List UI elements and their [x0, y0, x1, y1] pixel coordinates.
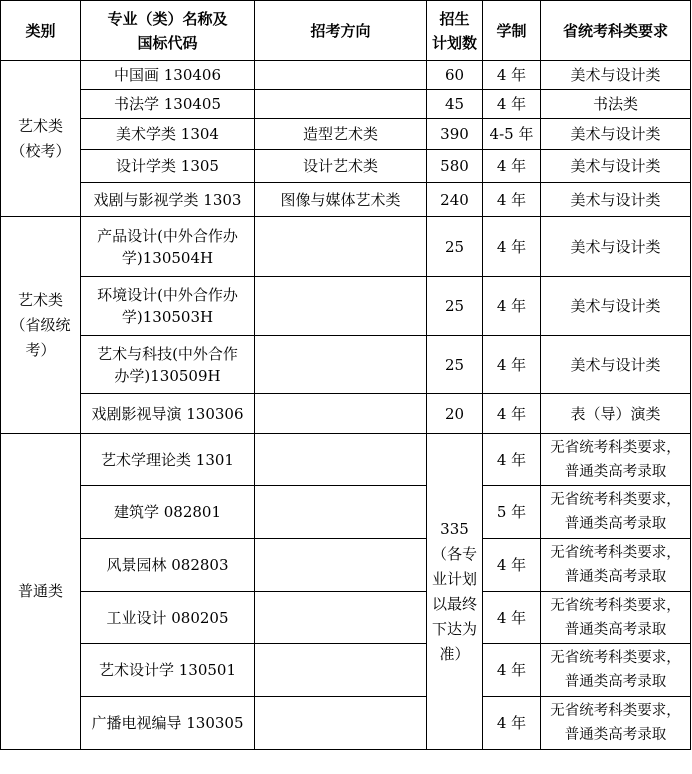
- table-row: [1, 644, 691, 697]
- table-row: [1, 394, 691, 434]
- plan-cell: 25: [427, 217, 483, 277]
- requirement-cell: 美术与设计类: [541, 277, 691, 336]
- header-category: 类别: [1, 1, 81, 61]
- requirement-cell: 书法类: [541, 90, 691, 119]
- requirement-cell: 无省统考科类要求， 普通类高考录取: [541, 697, 691, 750]
- duration-cell: 4 年: [483, 394, 541, 434]
- duration-cell: 4 年: [483, 592, 541, 644]
- plan-cell: 390: [427, 119, 483, 150]
- major-cell: 书法学 130405: [81, 90, 255, 119]
- direction-cell: [255, 539, 427, 592]
- header-duration: 学制: [483, 1, 541, 61]
- requirement-cell: 美术与设计类: [541, 217, 691, 277]
- header-row: [1, 1, 691, 61]
- duration-cell: 4 年: [483, 277, 541, 336]
- direction-cell: [255, 90, 427, 119]
- direction-cell: [255, 592, 427, 644]
- direction-cell: [255, 434, 427, 486]
- table-row: [1, 277, 691, 336]
- table-row: [1, 486, 691, 539]
- header-requirement: 省统考科类要求: [541, 1, 691, 61]
- duration-cell: 4 年: [483, 644, 541, 697]
- major-cell: 美术学类 1304: [81, 119, 255, 150]
- major-cell: 产品设计(中外合作办 学)130504H: [81, 217, 255, 277]
- table-row: [1, 697, 691, 750]
- category-cell: 艺术类 （省级统 考）: [1, 217, 81, 434]
- major-cell: 工业设计 080205: [81, 592, 255, 644]
- direction-cell: [255, 61, 427, 90]
- duration-cell: 4 年: [483, 697, 541, 750]
- requirement-cell: 无省统考科类要求， 普通类高考录取: [541, 644, 691, 697]
- table-row: [1, 90, 691, 119]
- direction-cell: [255, 277, 427, 336]
- category-cell: 艺术类 （校考）: [1, 61, 81, 217]
- header-direction: 招考方向: [255, 1, 427, 61]
- requirement-cell: 美术与设计类: [541, 336, 691, 394]
- table-row: [1, 183, 691, 217]
- table-row: [1, 150, 691, 183]
- duration-cell: 4 年: [483, 434, 541, 486]
- direction-cell: 设计艺术类: [255, 150, 427, 183]
- shared-plan-cell: 335 （各专 业计划 以最终 下达为 准）: [427, 434, 483, 750]
- requirement-cell: 美术与设计类: [541, 119, 691, 150]
- major-cell: 艺术学理论类 1301: [81, 434, 255, 486]
- major-cell: 广播电视编导 130305: [81, 697, 255, 750]
- major-cell: 环境设计(中外合作办 学)130503H: [81, 277, 255, 336]
- duration-cell: 4 年: [483, 217, 541, 277]
- major-cell: 戏剧影视导演 130306: [81, 394, 255, 434]
- duration-cell: 4 年: [483, 61, 541, 90]
- header-plan: 招生 计划数: [427, 1, 483, 61]
- table-row: [1, 61, 691, 90]
- direction-cell: [255, 217, 427, 277]
- direction-cell: [255, 336, 427, 394]
- plan-cell: 240: [427, 183, 483, 217]
- requirement-cell: 无省统考科类要求， 普通类高考录取: [541, 539, 691, 592]
- plan-cell: 580: [427, 150, 483, 183]
- duration-cell: 4 年: [483, 150, 541, 183]
- major-cell: 风景园林 082803: [81, 539, 255, 592]
- plan-cell: 45: [427, 90, 483, 119]
- table-row: [1, 119, 691, 150]
- plan-cell: 20: [427, 394, 483, 434]
- table-row: [1, 434, 691, 486]
- plan-cell: 60: [427, 61, 483, 90]
- plan-cell: 25: [427, 336, 483, 394]
- category-cell: 普通类: [1, 434, 81, 750]
- header-major: 专业（类）名称及 国标代码: [81, 1, 255, 61]
- direction-cell: 图像与媒体艺术类: [255, 183, 427, 217]
- requirement-cell: 美术与设计类: [541, 61, 691, 90]
- table-row: [1, 336, 691, 394]
- major-cell: 设计学类 1305: [81, 150, 255, 183]
- direction-cell: 造型艺术类: [255, 119, 427, 150]
- direction-cell: [255, 486, 427, 539]
- requirement-cell: 美术与设计类: [541, 183, 691, 217]
- direction-cell: [255, 644, 427, 697]
- requirement-cell: 无省统考科类要求， 普通类高考录取: [541, 486, 691, 539]
- major-cell: 艺术与科技(中外合作 办学)130509H: [81, 336, 255, 394]
- requirement-cell: 表（导）演类: [541, 394, 691, 434]
- duration-cell: 4-5 年: [483, 119, 541, 150]
- major-cell: 艺术设计学 130501: [81, 644, 255, 697]
- plan-cell: 25: [427, 277, 483, 336]
- duration-cell: 4 年: [483, 90, 541, 119]
- requirement-cell: 美术与设计类: [541, 150, 691, 183]
- table-row: [1, 592, 691, 644]
- table-row: [1, 217, 691, 277]
- direction-cell: [255, 394, 427, 434]
- duration-cell: 4 年: [483, 336, 541, 394]
- duration-cell: 4 年: [483, 183, 541, 217]
- requirement-cell: 无省统考科类要求， 普通类高考录取: [541, 592, 691, 644]
- major-cell: 建筑学 082801: [81, 486, 255, 539]
- major-cell: 中国画 130406: [81, 61, 255, 90]
- duration-cell: 5 年: [483, 486, 541, 539]
- requirement-cell: 无省统考科类要求， 普通类高考录取: [541, 434, 691, 486]
- direction-cell: [255, 697, 427, 750]
- table-row: [1, 539, 691, 592]
- major-cell: 戏剧与影视学类 1303: [81, 183, 255, 217]
- duration-cell: 4 年: [483, 539, 541, 592]
